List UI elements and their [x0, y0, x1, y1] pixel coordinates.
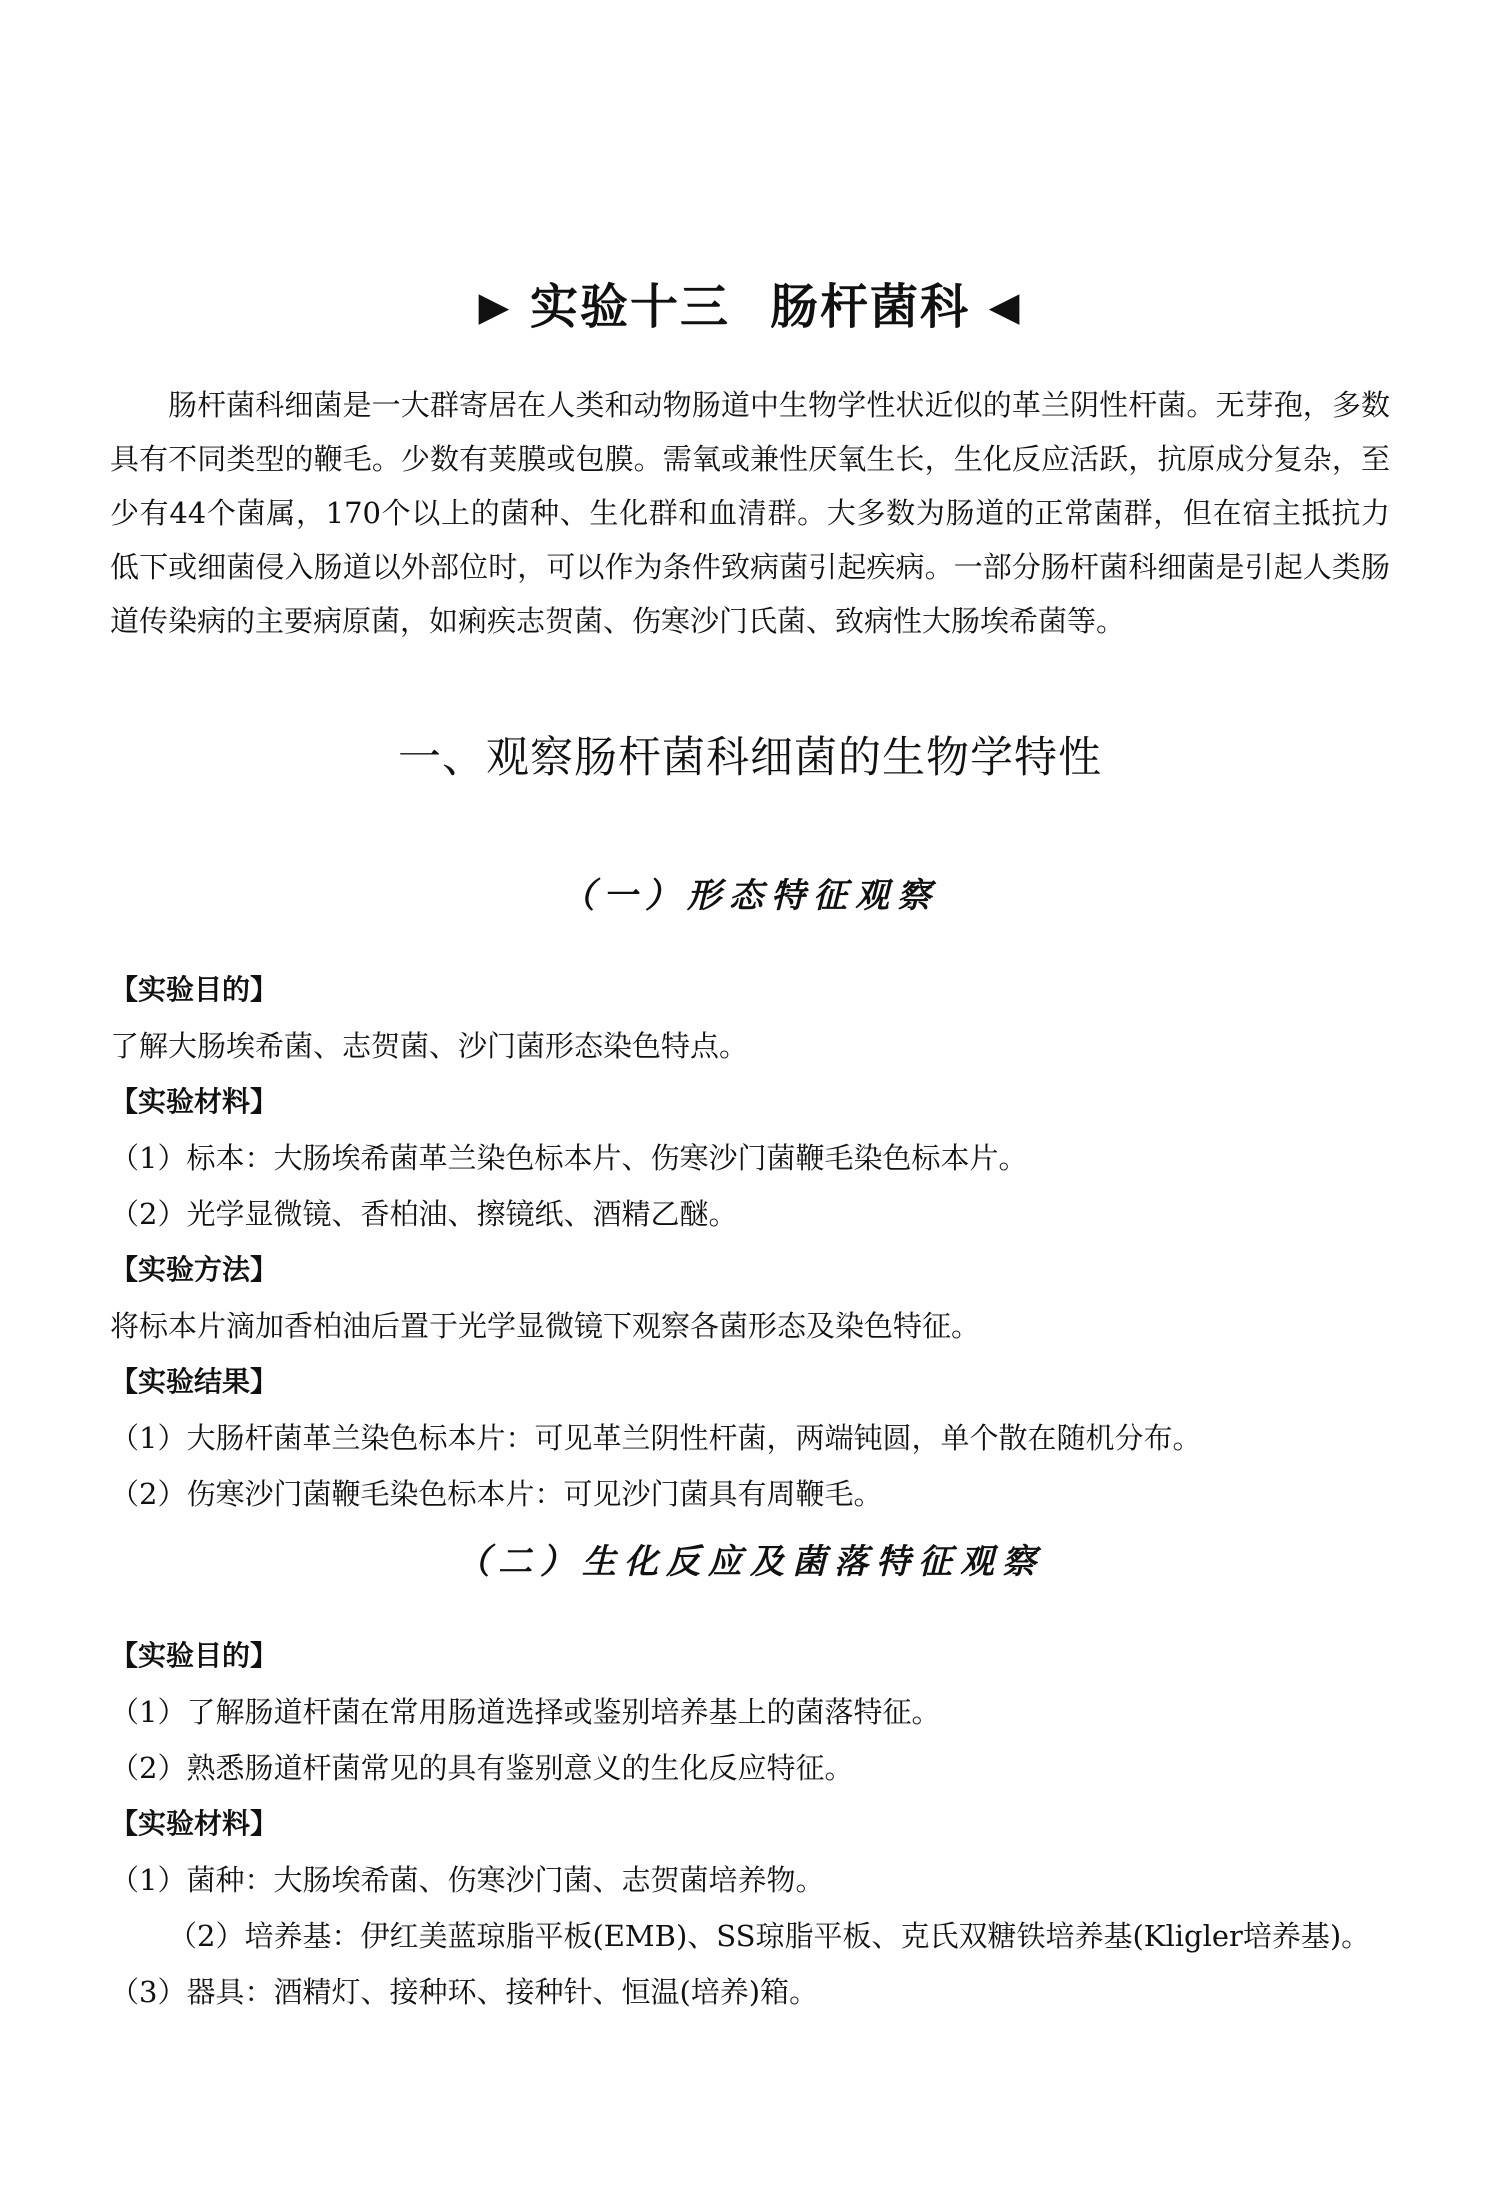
part1-purpose-heading: 【实验目的】 [110, 973, 279, 1006]
left-triangle-icon: ◀ [988, 283, 1022, 330]
part2-purpose-item: （2）熟悉肠道杆菌常见的具有鉴别意义的生化反应特征。 [110, 1751, 854, 1785]
experiment-number: 实验十三 [529, 279, 730, 335]
part1-result-item: （1）大肠杆菌革兰染色标本片：可见革兰阴性杆菌，两端钝圆，单个散在随机分布。 [110, 1421, 1202, 1455]
intro-paragraph: 肠杆菌科细菌是一大群寄居在人类和动物肠道中生物学性状近似的革兰阴性杆菌。无芽孢，多数具有不同类型的鞭毛。少数有荚膜或包膜。需氧或兼性厌氧生长，生化反应活跃，抗原成分复杂，至少有44个菌属，170个以上的菌种、生化群和血清群。大多数为肠道的正常菌群，但在宿主抵抗力低下或细菌侵入肠道以外部位时，可以作为条件致病菌引起疾病。一部分肠杆菌科细菌是引起人类肠道传染病的主要病原菌，如痢疾志贺菌、伤寒沙门氏菌、致病性大肠埃希菌等。 [110, 388, 1390, 638]
part2-materials-heading: 【实验材料】 [110, 1807, 279, 1840]
part1-method-text: 将标本片滴加香柏油后置于光学显微镜下观察各菌形态及染色特征。 [110, 1309, 981, 1343]
part1-result-item: （2）伤寒沙门菌鞭毛染色标本片：可见沙门菌具有周鞭毛。 [110, 1477, 883, 1511]
right-triangle-icon: ▶ [478, 283, 512, 330]
part2-material-item: （2）培养基：伊红美蓝琼脂平板(EMB)、SS琼脂平板、克氏双糖铁培养基(Kligler培养基)。 [168, 1919, 1371, 1953]
part1-body [110, 962, 1390, 1522]
part1-title: （一）形态特征观察 [561, 876, 939, 916]
part1-results-heading: 【实验结果】 [110, 1365, 279, 1398]
part2-material-item: （3）器具：酒精灯、接种环、接种针、恒温(培养)箱。 [110, 1975, 819, 2009]
part2-title: （二）生化反应及菌落特征观察 [456, 1542, 1044, 1582]
part2-material-item: （1）菌种：大肠埃希菌、伤寒沙门菌、志贺菌培养物。 [110, 1863, 825, 1897]
experiment-name: 肠杆菌科 [770, 279, 971, 335]
part1-materials-heading: 【实验材料】 [110, 1085, 279, 1118]
part1-method-heading: 【实验方法】 [110, 1253, 279, 1286]
part2-purpose-heading: 【实验目的】 [110, 1639, 279, 1672]
part1-material-item: （1）标本：大肠埃希菌革兰染色标本片、伤寒沙门菌鞭毛染色标本片。 [110, 1141, 1028, 1175]
part1-material-item: （2）光学显微镜、香柏油、擦镜纸、酒精乙醚。 [110, 1197, 738, 1231]
part2-body [110, 1628, 1390, 2020]
section-title: 一、观察肠杆菌科细菌的生物学特性 [398, 733, 1102, 783]
chapter-title [0, 268, 1500, 337]
part1-purpose-text: 了解大肠埃希菌、志贺菌、沙门菌形态染色特点。 [110, 1029, 749, 1063]
part2-purpose-item: （1）了解肠道杆菌在常用肠道选择或鉴别培养基上的菌落特征。 [110, 1695, 941, 1729]
